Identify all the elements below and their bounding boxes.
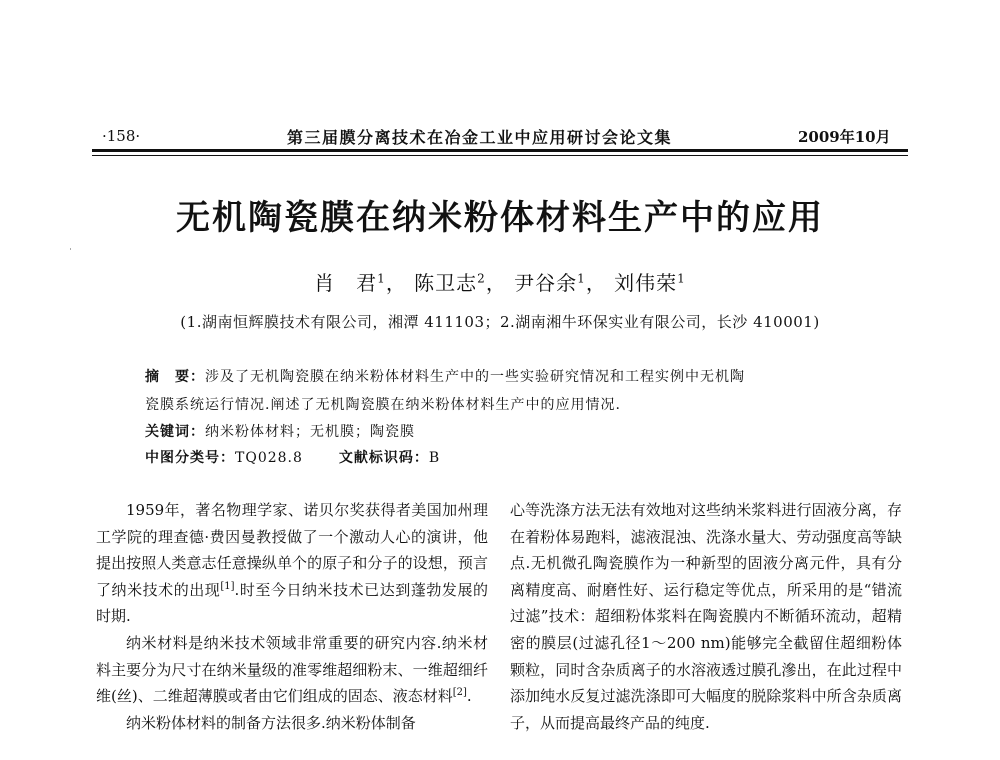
author-name: 尹谷余 (514, 271, 578, 295)
body-paragraph: 心等洗涤方法无法有效地对这些纳米浆料进行固液分离，存在着粉体易跑料，滤液混浊、洗涤水量大、劳动强度高等缺点.无机微孔陶瓷膜作为一种新型的固液分离元件，具有分离精度高、耐磨性好、运行稳定等优点，所采用的是“错流过滤”技术：超细粉体浆料在陶瓷膜内不断循环流动，超精密的膜层(过滤孔径1～200 nm)能够完全截留住超细粉体颗粒，同时含杂质离子的水溶液透过膜孔滲出，在此过程中添加纯水反复过滤洗涤即可大幅度的脱除浆料中所含杂质离子，从而提高最终产品的纯度. (510, 501, 902, 732)
body-column-left (96, 497, 488, 736)
publication-date: 2009年10月 (798, 128, 891, 146)
author-separator: ， (385, 271, 407, 295)
class-number-value: TQ028.8 (235, 450, 303, 466)
paragraph-text: 纳米材料是纳米技术领域非常重要的研究内容.纳米材料主要分为尺寸在纳米量级的准零维超细粉末、一维超细纤维(丝)、二维超薄膜或者由它们组成的固态、液态材料 (96, 633, 488, 706)
body-paragraph (96, 630, 488, 710)
keywords-label: 关键词： (145, 424, 205, 440)
author-affil-mark: 1 (677, 271, 686, 286)
abstract-label: 摘 要： (145, 369, 205, 385)
paper-title: 无机陶瓷膜在纳米粉体材料生产中的应用 (176, 198, 824, 238)
affiliations: (1.湖南恒辉膜技术有限公司，湘潭 411103；2.湖南湘牛环保实业有限公司，长沙 410001) (180, 313, 820, 331)
proceedings-title: 第三届膜分离技术在冶金工业中应用研讨会论文集 (287, 128, 673, 147)
paragraph-text: 1959年，著名物理学家、诺贝尔奖获得者美国加州理工学院的理查德·费因曼教授做了一个激动人心的演讲，他提出按照人类意志任意操纵单个的原子和分子的设想，预言了纳米技术的出现 (96, 501, 488, 599)
keywords-text: 纳米粉体材料；无机膜；陶瓷膜 (205, 424, 415, 440)
scan-speck (70, 248, 71, 250)
author-name: 肖 君 (314, 271, 378, 295)
citation-ref: [2] (452, 687, 467, 699)
author-affil-mark: 1 (577, 271, 586, 286)
body-paragraph: 纳米粉体材料的制备方法很多.纳米粉体制备 (126, 713, 416, 732)
paragraph-text: .时至今日纳米技术已达到蓬勃发展的时期. (96, 580, 488, 626)
author-separator: ， (485, 271, 507, 295)
body-paragraph (96, 497, 488, 630)
author-affil-mark: 1 (377, 271, 386, 286)
doc-code-value: B (428, 450, 441, 466)
class-number-label: 中图分类号： (145, 450, 235, 466)
paragraph-text: . (466, 687, 472, 706)
classification-line (145, 447, 440, 467)
keywords-line (145, 421, 415, 441)
body-column-right (510, 497, 902, 736)
doc-code-label: 文献标识码： (338, 450, 429, 466)
abstract-line (145, 394, 621, 414)
header-rule-thin (92, 155, 908, 156)
abstract-line (145, 366, 745, 386)
author-name: 刘伟荣 (614, 271, 678, 295)
page-number: ·158· (102, 127, 141, 145)
header-rule-thick (92, 149, 908, 152)
author-list (0, 267, 1000, 296)
author-separator: ， (585, 271, 607, 295)
author-name: 陈卫志 (414, 271, 478, 295)
abstract-text: 涉及了无机陶瓷膜在纳米粉体材料生产中的一些实验研究情况和工程实例中无机陶 (205, 369, 745, 385)
author-affil-mark: 2 (477, 271, 486, 286)
abstract-text: 瓷膜系统运行情况.阐述了无机陶瓷膜在纳米粉体材料生产中的应用情况. (145, 397, 621, 413)
citation-ref: [1] (220, 580, 235, 592)
